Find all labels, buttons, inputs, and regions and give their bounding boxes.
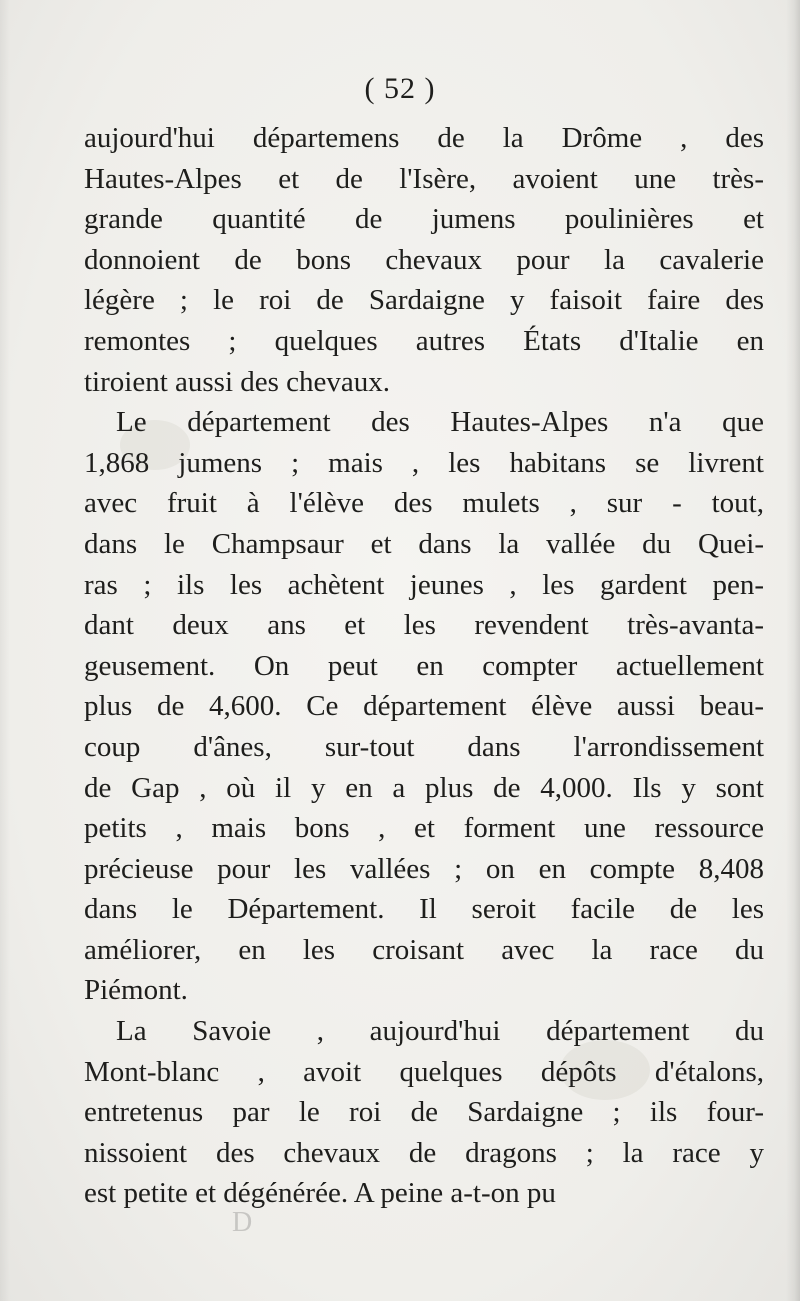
page-number: ( 52 ) [364, 72, 436, 105]
text-line: améliorer, en les croisant avec la race du [84, 933, 764, 966]
text-line: dans le Champsaur et dans la vallée du Quei- [84, 527, 764, 560]
text-line: Hautes-Alpes et de l'Isère, avoient une très- [84, 162, 764, 195]
text-line: légère ; le roi de Sardaigne y faisoit faire des [84, 284, 764, 317]
page-right-edge [786, 0, 800, 1301]
page-left-edge [0, 0, 10, 1301]
text-line: remontes ; quelques autres États d'Italie en [84, 324, 764, 357]
text-line: Le département des Hautes-Alpes n'a que [116, 406, 764, 439]
text-line: de Gap , où il y en a plus de 4,000. Ils y sont [84, 771, 764, 804]
text-line: La Savoie , aujourd'hui département du [116, 1015, 764, 1048]
text-line: ras ; ils les achètent jeunes , les gardent pen- [84, 568, 764, 601]
text-line: dant deux ans et les revendent très-avanta- [84, 609, 764, 642]
text-line: Mont-blanc , avoit quelques dépôts d'étalons, [84, 1055, 764, 1088]
text-line: Piémont. [84, 974, 188, 1007]
text-line: entretenus par le roi de Sardaigne ; ils four- [84, 1096, 764, 1129]
text-line: tiroient aussi des chevaux. [84, 365, 391, 398]
text-line: grande quantité de jumens poulinières et [84, 203, 764, 236]
text-line: avec fruit à l'élève des mulets , sur - tout, [84, 487, 764, 520]
text-line: geusement. On peut en compter actuellement [84, 649, 764, 682]
text-line: plus de 4,600. Ce département élève aussi beau- [84, 690, 764, 723]
text-line: aujourd'hui départemens de la Drôme , des [84, 122, 764, 154]
text-line: petits , mais bons , et forment une ressource [84, 812, 764, 845]
signature-mark: D [232, 1207, 253, 1238]
text-line: dans le Département. Il seroit facile de les [84, 893, 764, 926]
text-line: 1,868 jumens ; mais , les habitans se livrent [84, 446, 764, 479]
text-line: donnoient de bons chevaux pour la cavalerie [84, 243, 764, 276]
text-line: précieuse pour les vallées ; on en compte 8,408 [84, 852, 764, 885]
text-line: coup d'ânes, sur-tout dans l'arrondissement [84, 730, 764, 763]
paragraph-container [84, 118, 764, 1214]
text-line: nissoient des chevaux de dragons ; la race y [84, 1136, 764, 1169]
body-text [84, 118, 764, 1214]
text-line: est petite et dégénérée. A peine a-t-on pu [84, 1177, 556, 1210]
